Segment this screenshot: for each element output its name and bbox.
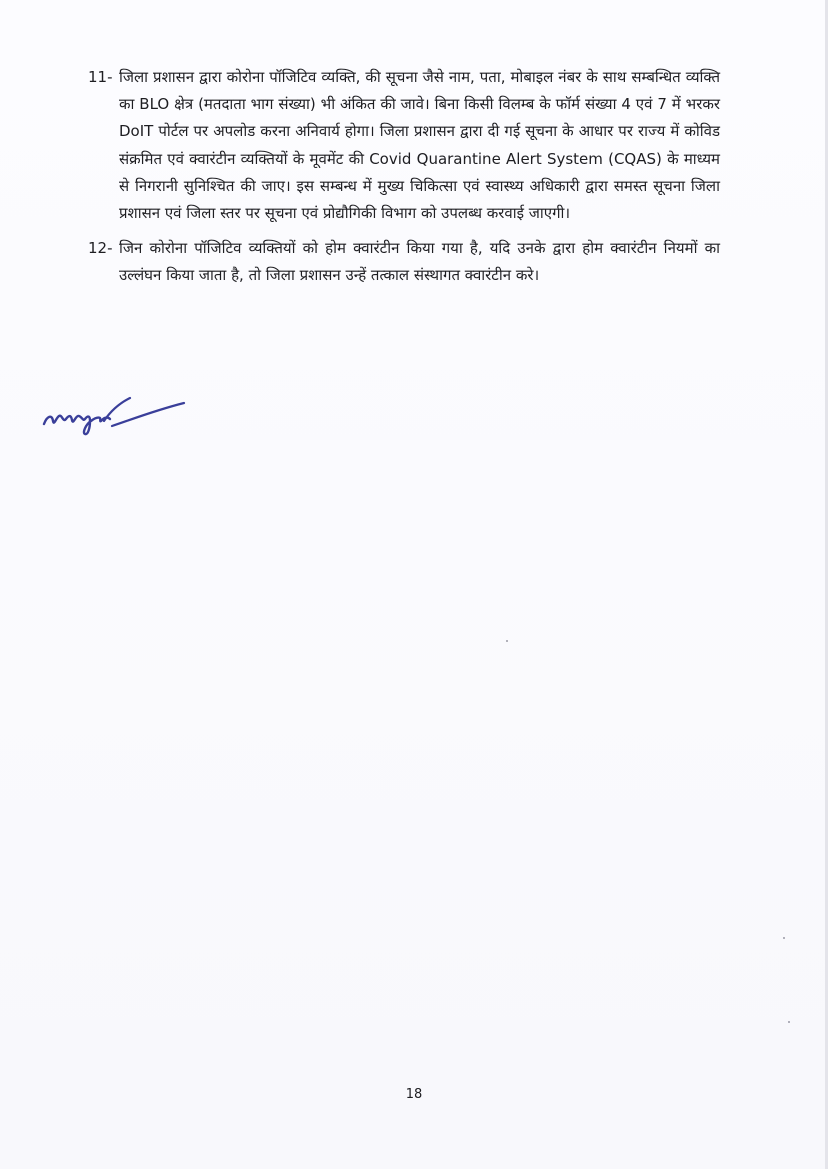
item-text: जिन कोरोना पॉजिटिव व्यक्तियों को होम क्वारंटीन किया गया है, यदि उनके द्वारा होम क्वारंटीन नियमों का उल्लंघन किया जाता है, तो जिला प्रशासन उन्हें तत्काल संस्थागत क्वारंटीन करे। <box>119 239 720 285</box>
paper-speck <box>788 1021 790 1023</box>
item-number: 11- <box>88 68 113 86</box>
paper-speck <box>783 937 785 939</box>
item-number: 12- <box>88 239 113 258</box>
item-text: जिला प्रशासन द्वारा कोरोना पॉजिटिव व्यक्ति, की सूचना जैसे नाम, पता, मोबाइल नंबर के साथ सम्बन्धित व्यक्ति का BLO क्षेत्र (मतदाता भाग संख्या) भी अंकित की जावे। बिना किसी विलम्ब के फॉर्म संख्या 4 एवं 7 में भरकर DoIT पोर्टल पर अपलोड करना अनिवार्य होगा। जिला प्रशासन द्वारा दी गई सूचना के आधार पर राज्य में कोविड संक्रमित एवं क्वारंटीन व्यक्तियों के मूवमेंट की Covid Quarantine Alert System (CQAS) के माध्यम से निगरानी सुनिश्चित की जाए। इस सम्बन्ध में मुख्य चिकित्सा एवं स्वास्थ्य अधिकारी द्वारा समस्त सूचना जिला प्रशासन एवं जिला स्तर पर सूचना एवं प्रोद्यौगिकी विभाग को उपलब्ध करवाई जाएगी। <box>119 68 720 223</box>
page-number: 18 <box>405 1087 423 1102</box>
handwritten-signature <box>38 390 188 440</box>
list-item <box>88 64 720 227</box>
list-item <box>88 235 720 289</box>
paper-speck <box>506 640 508 642</box>
instruction-list <box>88 64 720 298</box>
